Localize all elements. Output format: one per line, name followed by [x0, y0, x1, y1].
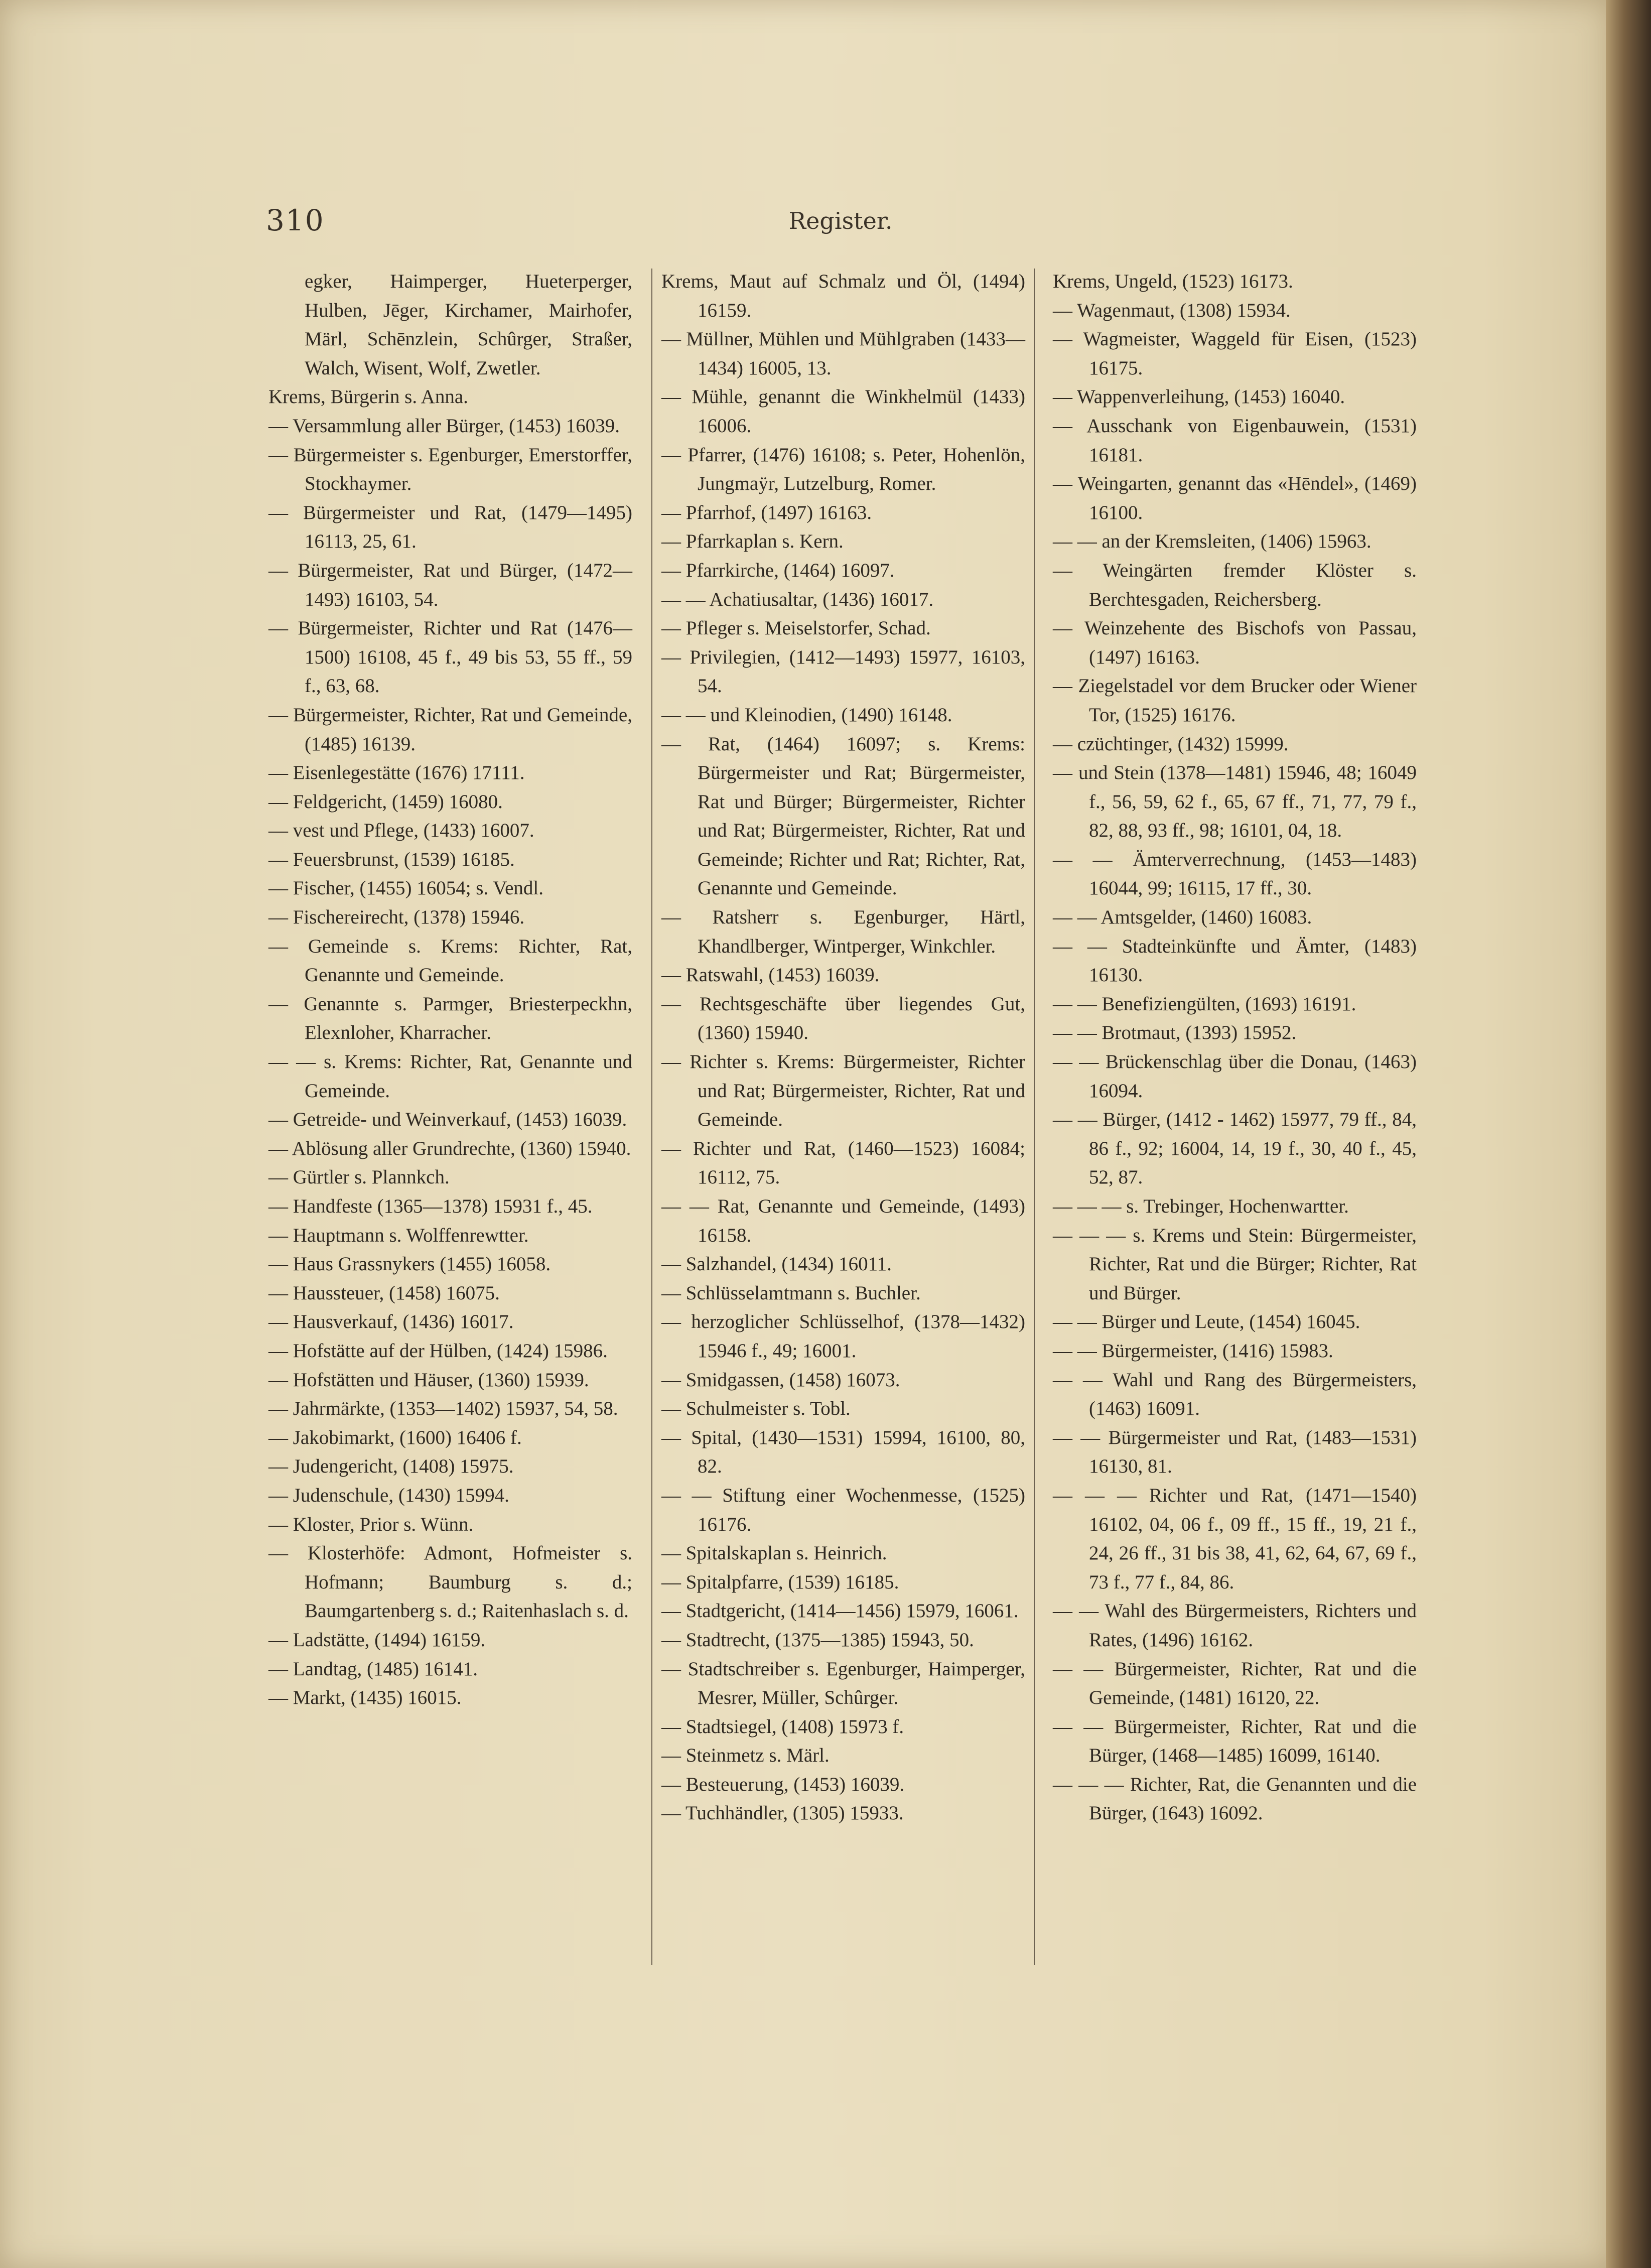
index-entry: — Feuersbrunst, (1539) 16185.	[268, 848, 515, 870]
index-entry: — Bürgermeister, Richter und Rat (1476—1500) 16108, 45 f., 49 bis 53, 55 ff., 59 f., 63, 68.	[268, 617, 632, 697]
index-entry: — Müllner, Mühlen und Mühlgraben (1433—1434) 16005, 13.	[661, 328, 1025, 379]
index-entry: — Wagenmaut, (1308) 15934.	[1053, 299, 1291, 321]
index-entry: — — Wahl des Bürgermeisters, Richters und Rates, (1496) 16162.	[1053, 1600, 1417, 1651]
index-entry: — Steinmetz s. Märl.	[661, 1745, 830, 1767]
index-entry: — vest und Pflege, (1433) 16007.	[268, 820, 534, 842]
index-entry: — — und Kleinodien, (1490) 16148.	[661, 704, 952, 726]
index-entry: — Bürgermeister, Rat und Bürger, (1472—1493) 16103, 54.	[268, 559, 632, 610]
index-entry: — Judengericht, (1408) 15975.	[268, 1455, 514, 1478]
index-entry: Krems, Bürgerin s. Anna.	[268, 386, 468, 408]
index-entry: — Pfarrkirche, (1464) 16097.	[661, 559, 895, 581]
index-column-2	[661, 267, 1025, 1828]
index-entry: — czüchtinger, (1432) 15999.	[1053, 733, 1289, 755]
index-entry: — Ablösung aller Grundrechte, (1360) 15940.	[268, 1137, 631, 1159]
index-entry: — — Bürger und Leute, (1454) 16045.	[1053, 1311, 1360, 1333]
index-entry: — Fischer, (1455) 16054; s. Vendl.	[268, 877, 544, 899]
index-entry: — Bürgermeister, Richter, Rat und Gemeinde, (1485) 16139.	[268, 704, 632, 755]
index-entry: — Getreide- und Weinverkauf, (1453) 16039.	[268, 1109, 627, 1131]
index-entry: — Rat, (1464) 16097; s. Krems: Bürgermeister und Rat; Bürgermeister, Rat und Bürger; Bürgermeister, Richter und Rat; Bürgermeister, Richter, Rat und Gemeinde; Richter und Rat; Richter, Rat, Genannte und Gemeinde.	[661, 733, 1025, 899]
index-entry: — Judenschule, (1430) 15994.	[268, 1484, 509, 1506]
index-column-1	[268, 267, 632, 1712]
index-entry: — Genannte s. Parmger, Briesterpeckhn, Elexnloher, Kharracher.	[268, 993, 632, 1044]
index-entry: — und Stein (1378—1481) 15946, 48; 16049 f., 56, 59, 62 f., 65, 67 ff., 71, 77, 79 f., 82, 88, 93 ff., 98; 16101, 04, 18.	[1053, 762, 1417, 842]
index-entry: — Hauptmann s. Wolffenrewtter.	[268, 1224, 529, 1246]
index-entry: — — Achatiusaltar, (1436) 16017.	[661, 588, 934, 610]
index-entry: — — Stadteinkünfte und Ämter, (1483) 16130.	[1053, 935, 1417, 986]
index-entry: — Gemeinde s. Krems: Richter, Rat, Genannte und Gemeinde.	[268, 935, 632, 986]
index-entry: — Bürgermeister und Rat, (1479—1495) 16113, 25, 61.	[268, 501, 632, 553]
index-entry: — Versammlung aller Bürger, (1453) 16039.	[268, 415, 620, 437]
index-entry: — — an der Kremsleiten, (1406) 15963.	[1053, 530, 1371, 553]
index-entry: — — Brückenschlag über die Donau, (1463) 16094.	[1053, 1051, 1417, 1102]
index-entry: — Richter s. Krems: Bürgermeister, Richter und Rat; Bürgermeister, Richter, Rat und Gemeinde.	[661, 1051, 1025, 1131]
index-entry: — Spitalskaplan s. Heinrich.	[661, 1542, 887, 1564]
index-entry: — — Wahl und Rang des Bürgermeisters, (1463) 16091.	[1053, 1369, 1417, 1420]
column-divider	[651, 269, 652, 1965]
index-entry: — — Stiftung einer Wochenmesse, (1525) 16176.	[661, 1484, 1025, 1535]
index-entry: — Tuchhändler, (1305) 15933.	[661, 1802, 904, 1824]
index-entry: — Pfarrer, (1476) 16108; s. Peter, Hohenlön, Jungmaÿr, Lutzelburg, Romer.	[661, 444, 1025, 495]
index-entry: Krems, Ungeld, (1523) 16173.	[1053, 271, 1293, 292]
index-column-3	[1053, 267, 1417, 1828]
index-entry: — Bürgermeister s. Egenburger, Emerstorffer, Stockhaymer.	[268, 444, 632, 495]
index-entry: — Smidgassen, (1458) 16073.	[661, 1369, 900, 1391]
index-entry: — — Bürger, (1412 - 1462) 15977, 79 ff., 84, 86 f., 92; 16004, 14, 19 f., 30, 40 f., 45, 52, 87.	[1053, 1109, 1417, 1188]
index-entry: — Wappenverleihung, (1453) 16040.	[1053, 386, 1345, 408]
index-entry: — Salzhandel, (1434) 16011.	[661, 1253, 892, 1275]
index-entry: — Pfarrhof, (1497) 16163.	[661, 501, 872, 523]
index-entry: — — Rat, Genannte und Gemeinde, (1493) 16158.	[661, 1195, 1025, 1246]
index-entry: — Schlüsselamtmann s. Buchler.	[661, 1282, 921, 1304]
page-edge	[1606, 0, 1651, 2268]
column-divider	[1034, 269, 1035, 1965]
index-entry: — — Ämterverrechnung, (1453—1483) 16044, 99; 16115, 17 ff., 30.	[1053, 848, 1417, 899]
index-entry: — Markt, (1435) 16015.	[268, 1687, 462, 1709]
index-entry: — Ratswahl, (1453) 16039.	[661, 964, 880, 986]
index-entry: — — Bürgermeister und Rat, (1483—1531) 16130, 81.	[1053, 1426, 1417, 1478]
index-entry: — Ladstätte, (1494) 16159.	[268, 1629, 486, 1651]
index-entry: — — — Richter und Rat, (1471—1540) 16102, 04, 06 f., 09 ff., 15 ff., 19, 21 f., 24, 26 ff., 31 bis 38, 41, 62, 64, 67, 69 f., 73 f., 77 f., 84, 86.	[1053, 1484, 1417, 1593]
index-entry: — Ziegelstadel vor dem Brucker oder Wiener Tor, (1525) 16176.	[1053, 675, 1417, 726]
index-entry: — Schulmeister s. Tobl.	[661, 1398, 851, 1420]
index-entry: — — Bürgermeister, Richter, Rat und die Bürger, (1468—1485) 16099, 16140.	[1053, 1715, 1417, 1767]
index-entry: — Kloster, Prior s. Wünn.	[268, 1513, 474, 1535]
index-entry: egker, Haimperger, Hueterperger, Hulben, Jēger, Kirchamer, Mairhofer, Märl, Schēnzlein, Schûrger, Straßer, Walch, Wisent, Wolf, Zwetler.	[305, 271, 632, 379]
page-header	[266, 203, 1415, 238]
index-entry: — Stadtschreiber s. Egenburger, Haimperger, Mesrer, Müller, Schûrger.	[661, 1658, 1025, 1709]
index-entry: — Eisenlegestätte (1676) 17111.	[268, 762, 525, 784]
page-number: 310	[266, 203, 325, 237]
index-entry: — Stadtrecht, (1375—1385) 15943, 50.	[661, 1629, 974, 1651]
index-entry: — Mühle, genannt die Winkhelmül (1433) 16006.	[661, 386, 1025, 437]
index-entry: — Spitalpfarre, (1539) 16185.	[661, 1571, 899, 1593]
index-entry: Krems, Maut auf Schmalz und Öl, (1494) 16159.	[661, 271, 1025, 321]
index-entry: — Spital, (1430—1531) 15994, 16100, 80, 82.	[661, 1426, 1025, 1478]
index-entry: — Privilegien, (1412—1493) 15977, 16103, 54.	[661, 646, 1025, 697]
index-entry: — — — Richter, Rat, die Genannten und die Bürger, (1643) 16092.	[1053, 1773, 1417, 1824]
index-entry: — Gürtler s. Plannkch.	[268, 1166, 450, 1188]
index-entry: — — Bürgermeister, Richter, Rat und die Gemeinde, (1481) 16120, 22.	[1053, 1658, 1417, 1709]
index-entry: — — Bürgermeister, (1416) 15983.	[1053, 1340, 1333, 1362]
index-entry: — Besteuerung, (1453) 16039.	[661, 1773, 905, 1795]
index-entry: — Handfeste (1365—1378) 15931 f., 45.	[268, 1195, 593, 1217]
index-entry: — — — s. Trebinger, Hochenwartter.	[1053, 1195, 1349, 1217]
index-entry: — — Benefiziengülten, (1693) 16191.	[1053, 993, 1356, 1015]
index-entry: — Feldgericht, (1459) 16080.	[268, 790, 503, 813]
index-entry: — Stadtgericht, (1414—1456) 15979, 16061.	[661, 1600, 1019, 1622]
index-entry: — herzoglicher Schlüsselhof, (1378—1432) 15946 f., 49; 16001.	[661, 1311, 1025, 1362]
index-entry: — Ratsherr s. Egenburger, Härtl, Khandlberger, Wintperger, Winkchler.	[661, 906, 1025, 957]
index-entry: — Stadtsiegel, (1408) 15973 f.	[661, 1715, 904, 1738]
index-entry: — Weingärten fremder Klöster s. Berchtesgaden, Reichersberg.	[1053, 559, 1417, 610]
index-entry: — — Brotmaut, (1393) 15952.	[1053, 1022, 1297, 1044]
index-entry: — Landtag, (1485) 16141.	[268, 1658, 478, 1680]
index-entry: — Ausschank von Eigenbauwein, (1531) 16181.	[1053, 415, 1417, 466]
index-entry: — Jahrmärkte, (1353—1402) 15937, 54, 58.	[268, 1398, 618, 1420]
index-entry: — — — s. Krems und Stein: Bürgermeister, Richter, Rat und die Bürger; Richter, Rat und Bürger.	[1053, 1224, 1417, 1304]
index-entry: — Haus Grassnykers (1455) 16058.	[268, 1253, 551, 1275]
index-entry: — Fischereirecht, (1378) 15946.	[268, 906, 525, 928]
index-entry: — Haussteuer, (1458) 16075.	[268, 1282, 500, 1304]
index-entry: — Jakobimarkt, (1600) 16406 f.	[268, 1426, 522, 1448]
index-entry: — Pfleger s. Meiselstorfer, Schad.	[661, 617, 931, 639]
index-entry: — — s. Krems: Richter, Rat, Genannte und Gemeinde.	[268, 1051, 632, 1102]
index-entry: — Richter und Rat, (1460—1523) 16084; 16112, 75.	[661, 1137, 1025, 1188]
index-entry: — Hofstätte auf der Hülben, (1424) 15986.	[268, 1340, 608, 1362]
index-entry: — Hofstätten und Häuser, (1360) 15939.	[268, 1369, 589, 1391]
running-head: Register.	[788, 207, 893, 234]
index-entry: — Weingarten, genannt das «Hēndel», (1469) 16100.	[1053, 473, 1417, 523]
index-entry: — Rechtsgeschäfte über liegendes Gut, (1360) 15940.	[661, 993, 1025, 1044]
index-entry: — Weinzehente des Bischofs von Passau, (1497) 16163.	[1053, 617, 1417, 668]
index-entry: — Hausverkauf, (1436) 16017.	[268, 1311, 514, 1333]
index-entry: — Pfarrkaplan s. Kern.	[661, 530, 844, 553]
index-entry: — — Amtsgelder, (1460) 16083.	[1053, 906, 1312, 928]
index-entry: — Klosterhöfe: Admont, Hofmeister s. Hofmann; Baumburg s. d.; Baumgartenberg s. d.; Raitenhaslach s. d.	[268, 1542, 632, 1622]
index-entry: — Wagmeister, Waggeld für Eisen, (1523) 16175.	[1053, 328, 1417, 379]
